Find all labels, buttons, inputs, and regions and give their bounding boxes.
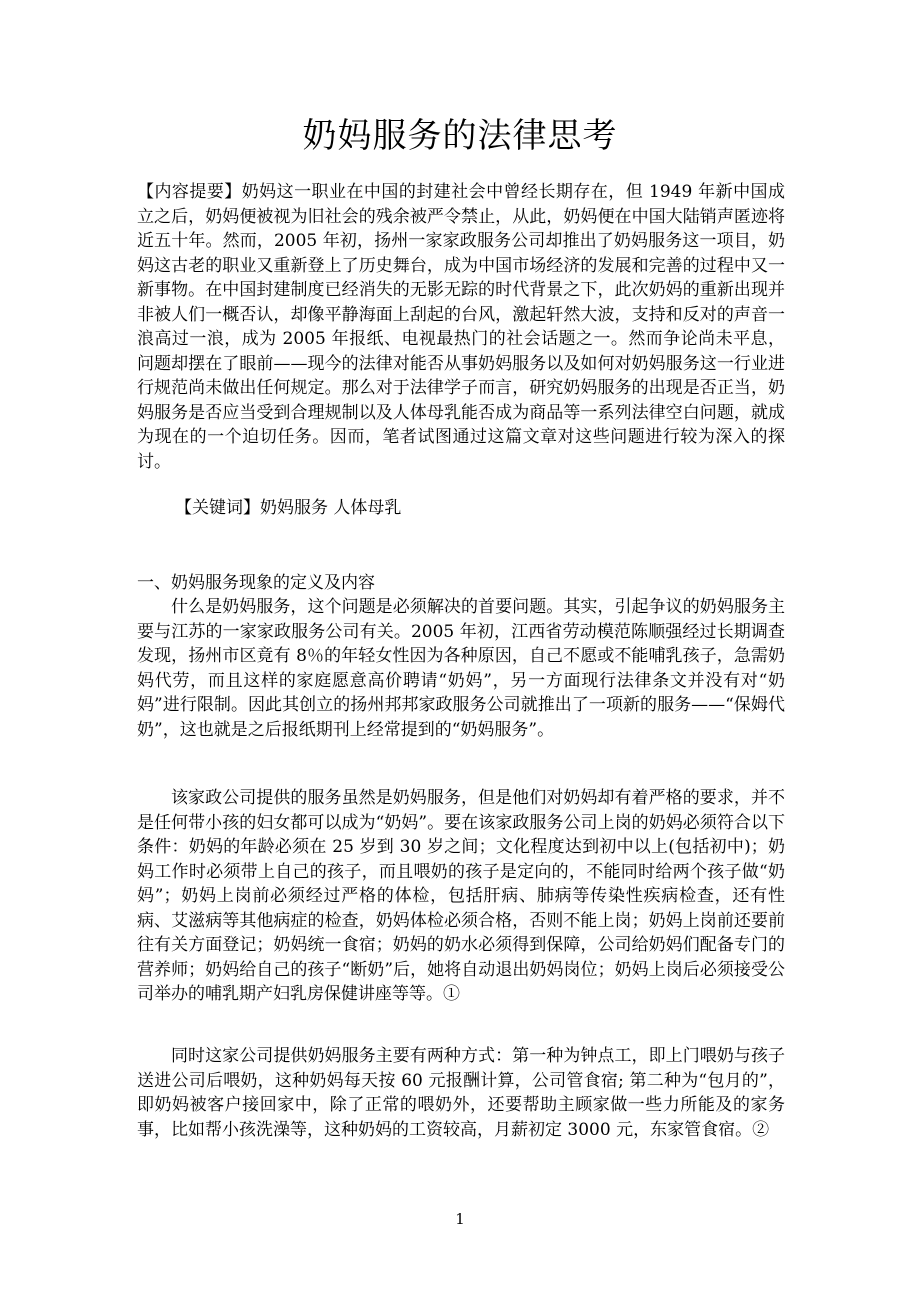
abstract-paragraph: 【内容提要】奶妈这一职业在中国的封建社会中曾经长期存在，但 1949 年新中国成立之后，奶妈便被视为旧社会的残余被严令禁止，从此，奶妈便在中国大陆销声匿迹将近五十年。然而，2005 年初，扬州一家家政服务公司却推出了奶妈服务这一项目，奶妈这古老的职业又重新登上了历史舞台，成为中国市场经济的发展和完善的过程中又一新事物。在中国封建制度已经消失的无影无踪的时代背景之下，此次奶妈的重新出现并非被人们一概否认，却像平静海面上刮起的台风，激起轩然大波，支持和反对的声音一浪高过一浪，成为 2005 年报纸、电视最热门的社会话题之一。然而争论尚未平息，问题却摆在了眼前——现今的法律对能否从事奶妈服务以及如何对奶妈服务这一行业进行规范尚未做出任何规定。那么对于法律学子而言，研究奶妈服务的出现是否正当，奶妈服务是否应当受到合理规制以及人体母乳能否成为商品等一系列法律空白问题，就成为现在的一个迫切任务。因而，笔者试图通过这篇文章对这些问题进行较为深入的探讨。 (137, 182, 785, 472)
body-paragraph: 什么是奶妈服务，这个问题是必须解决的首要问题。其实，引起争议的奶妈服务主要与江苏的一家家政服务公司有关。2005 年初，江西省劳动模范陈顺强经过长期调查发现，扬州市区竟有 8％的年轻女性因为各种原因，自己不愿或不能哺乳孩子，急需奶妈代劳，而且这样的家庭愿意高价聘请“奶妈”，另一方面现行法律条文并没有对“奶妈”进行限制。因此其创立的扬州邦邦家政服务公司就推出了一项新的服务——“保姆代奶”，这也就是之后报纸期刊上经常提到的“奶妈服务”。 (137, 597, 785, 740)
body-paragraph: 同时这家公司提供奶妈服务主要有两种方式：第一种为钟点工，即上门喂奶与孩子送进公司后喂奶，这种奶妈每天按 60 元报酬计算，公司管食宿; 第二种为“包月的”，即奶妈被客户接回家中，除了正常的喂奶外，还要帮助主顾家做一些力所能及的家务事，比如帮小孩洗澡等，这种奶妈的工资较高，月薪初定 3000 元，东家管食宿。② (137, 1046, 785, 1140)
page-number: 1 (455, 1210, 465, 1228)
section-heading: 一、奶妈服务现象的定义及内容 (137, 573, 375, 593)
page-title: 奶妈服务的法律思考 (302, 116, 618, 156)
keywords-line: 【关键词】奶妈服务 人体母乳 (175, 498, 402, 518)
body-paragraph: 该家政公司提供的服务虽然是奶妈服务，但是他们对奶妈却有着严格的要求，并不是任何带小孩的妇女都可以成为“奶妈”。要在该家政服务公司上岗的奶妈必须符合以下条件：奶妈的年龄必须在 25 岁到 30 岁之间；文化程度达到初中以上(包括初中)；奶妈工作时必须带上自己的孩子，而且喂奶的孩子是定向的，不能同时给两个孩子做“奶妈”；奶妈上岗前必须经过严格的体检，包括肝病、肺病等传染性疾病检查，还有性病、艾滋病等其他病症的检查，奶妈体检必须合格，否则不能上岗；奶妈上岗前还要前往有关方面登记；奶妈统一食宿；奶妈的奶水必须得到保障，公司给奶妈们配备专门的营养师；奶妈给自己的孩子“断奶”后，她将自动退出奶妈岗位；奶妈上岗后必须接受公司举办的哺乳期产妇乳房保健讲座等等。① (137, 788, 785, 1004)
